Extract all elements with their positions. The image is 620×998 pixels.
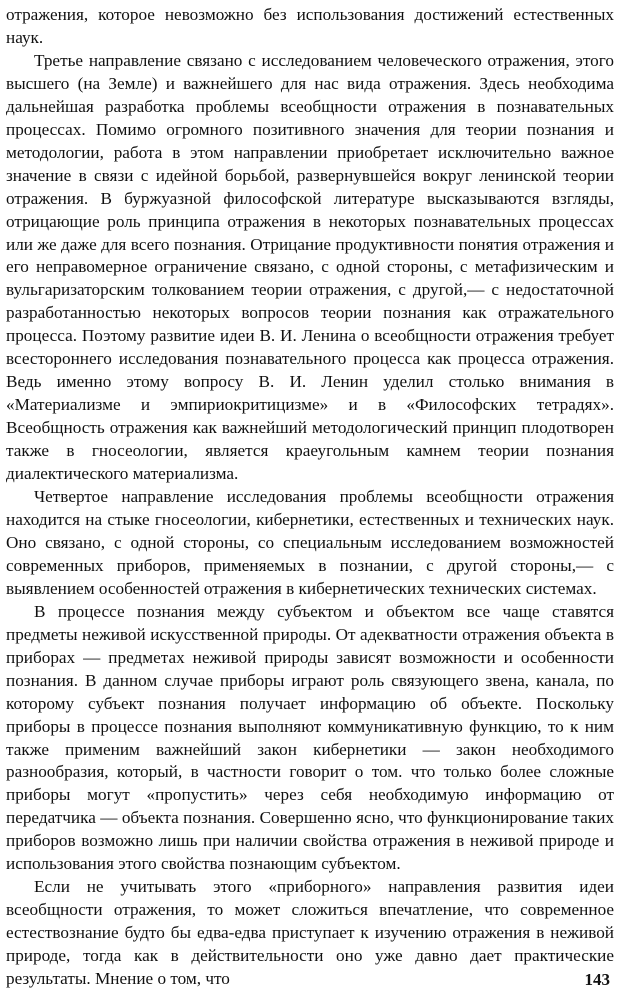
paragraph-third-direction: Третье направление связано с исследованием человеческого отражения, этого высшего (на Земле) и важнейшего для нас вида отражения. Здесь необходима дальнейшая разработка проблемы всеобщности отражения в познавательных процессах. Помимо огромного позитивного значения для теории познания и методологии, работа в этом направлении приобретает исключительно важное значение в связи с идейной борьбой, развернувшейся вокруг ленинской теории отражения. В буржуазной философской литературе высказываются взгляды, отрицающие роль принципа отражения в некоторых познавательных процессах или же даже для всего познания. Отрицание продуктивности понятия отражения и его неправомерное ограничение связано, с одной стороны, с метафизическим и вульгаризаторским толкованием теории отражения, с другой,— с недостаточной разработанностью некоторых вопросов теории познания как отражательного процесса. Поэтому развитие идеи В. И. Ленина о всеобщности отражения требует всестороннего исследования познавательного процесса как процесса отражения. Ведь именно этому вопросу В. И. Ленин уделил столько внимания в «Материализме и эмпириокритицизме» и в «Философских тетрадях». Всеобщность отражения как важнейший методологический принцип плодотворен также в гносеологии, является краеугольным камнем теории познания диалектического материализма. xyxy=(6,50,614,484)
paragraph-instruments: В процессе познания между субъектом и объектом все чаще ставятся предметы неживой искусственной природы. От адекватности отражения объекта в приборах — предметах неживой природы зависят возможности и особенности познания. В данном случае приборы играют роль связующего звена, канала, по которому субъект познания получает информацию об объекте. Поскольку приборы в процессе познания выполняют коммуникативную функцию, то к ним также применим важнейший закон кибернетики — закон необходимого разнообразия, который, в частности говорит о том. что только более сложные приборы могут «пропустить» через себя необходимую информацию от передатчика — объекта познания. Совершенно ясно, что функционирование таких приборов возможно лишь при наличии свойства отражения в неживой природе и использования этого свойства познающим субъектом. xyxy=(6,601,614,874)
paragraph-continuation: отражения, которое невозможно без использования достижений естественных наук. xyxy=(6,5,614,47)
paragraph-fourth-direction: Четвертое направление исследования проблемы всеобщности отражения находится на стыке гносеологии, кибернетики, естественных и технических наук. Оно связано, с одной стороны, со специальным исследованием возможностей современных приборов, применяемых в познании, с другой стороны,— с выявлением особенностей отражения в кибернетических технических системах. xyxy=(6,487,614,598)
page-number: 143 xyxy=(584,970,610,990)
paragraph-instrumental-direction: Если не учитывать этого «приборного» направления развития идеи всеобщности отражения, то может сложиться впечатление, что современное естествознание будто бы едва-едва приступает к изучению отражения в неживой природе, тогда как в действительности оно уже давно дает практические результаты. Мнение о том, что xyxy=(6,877,614,989)
